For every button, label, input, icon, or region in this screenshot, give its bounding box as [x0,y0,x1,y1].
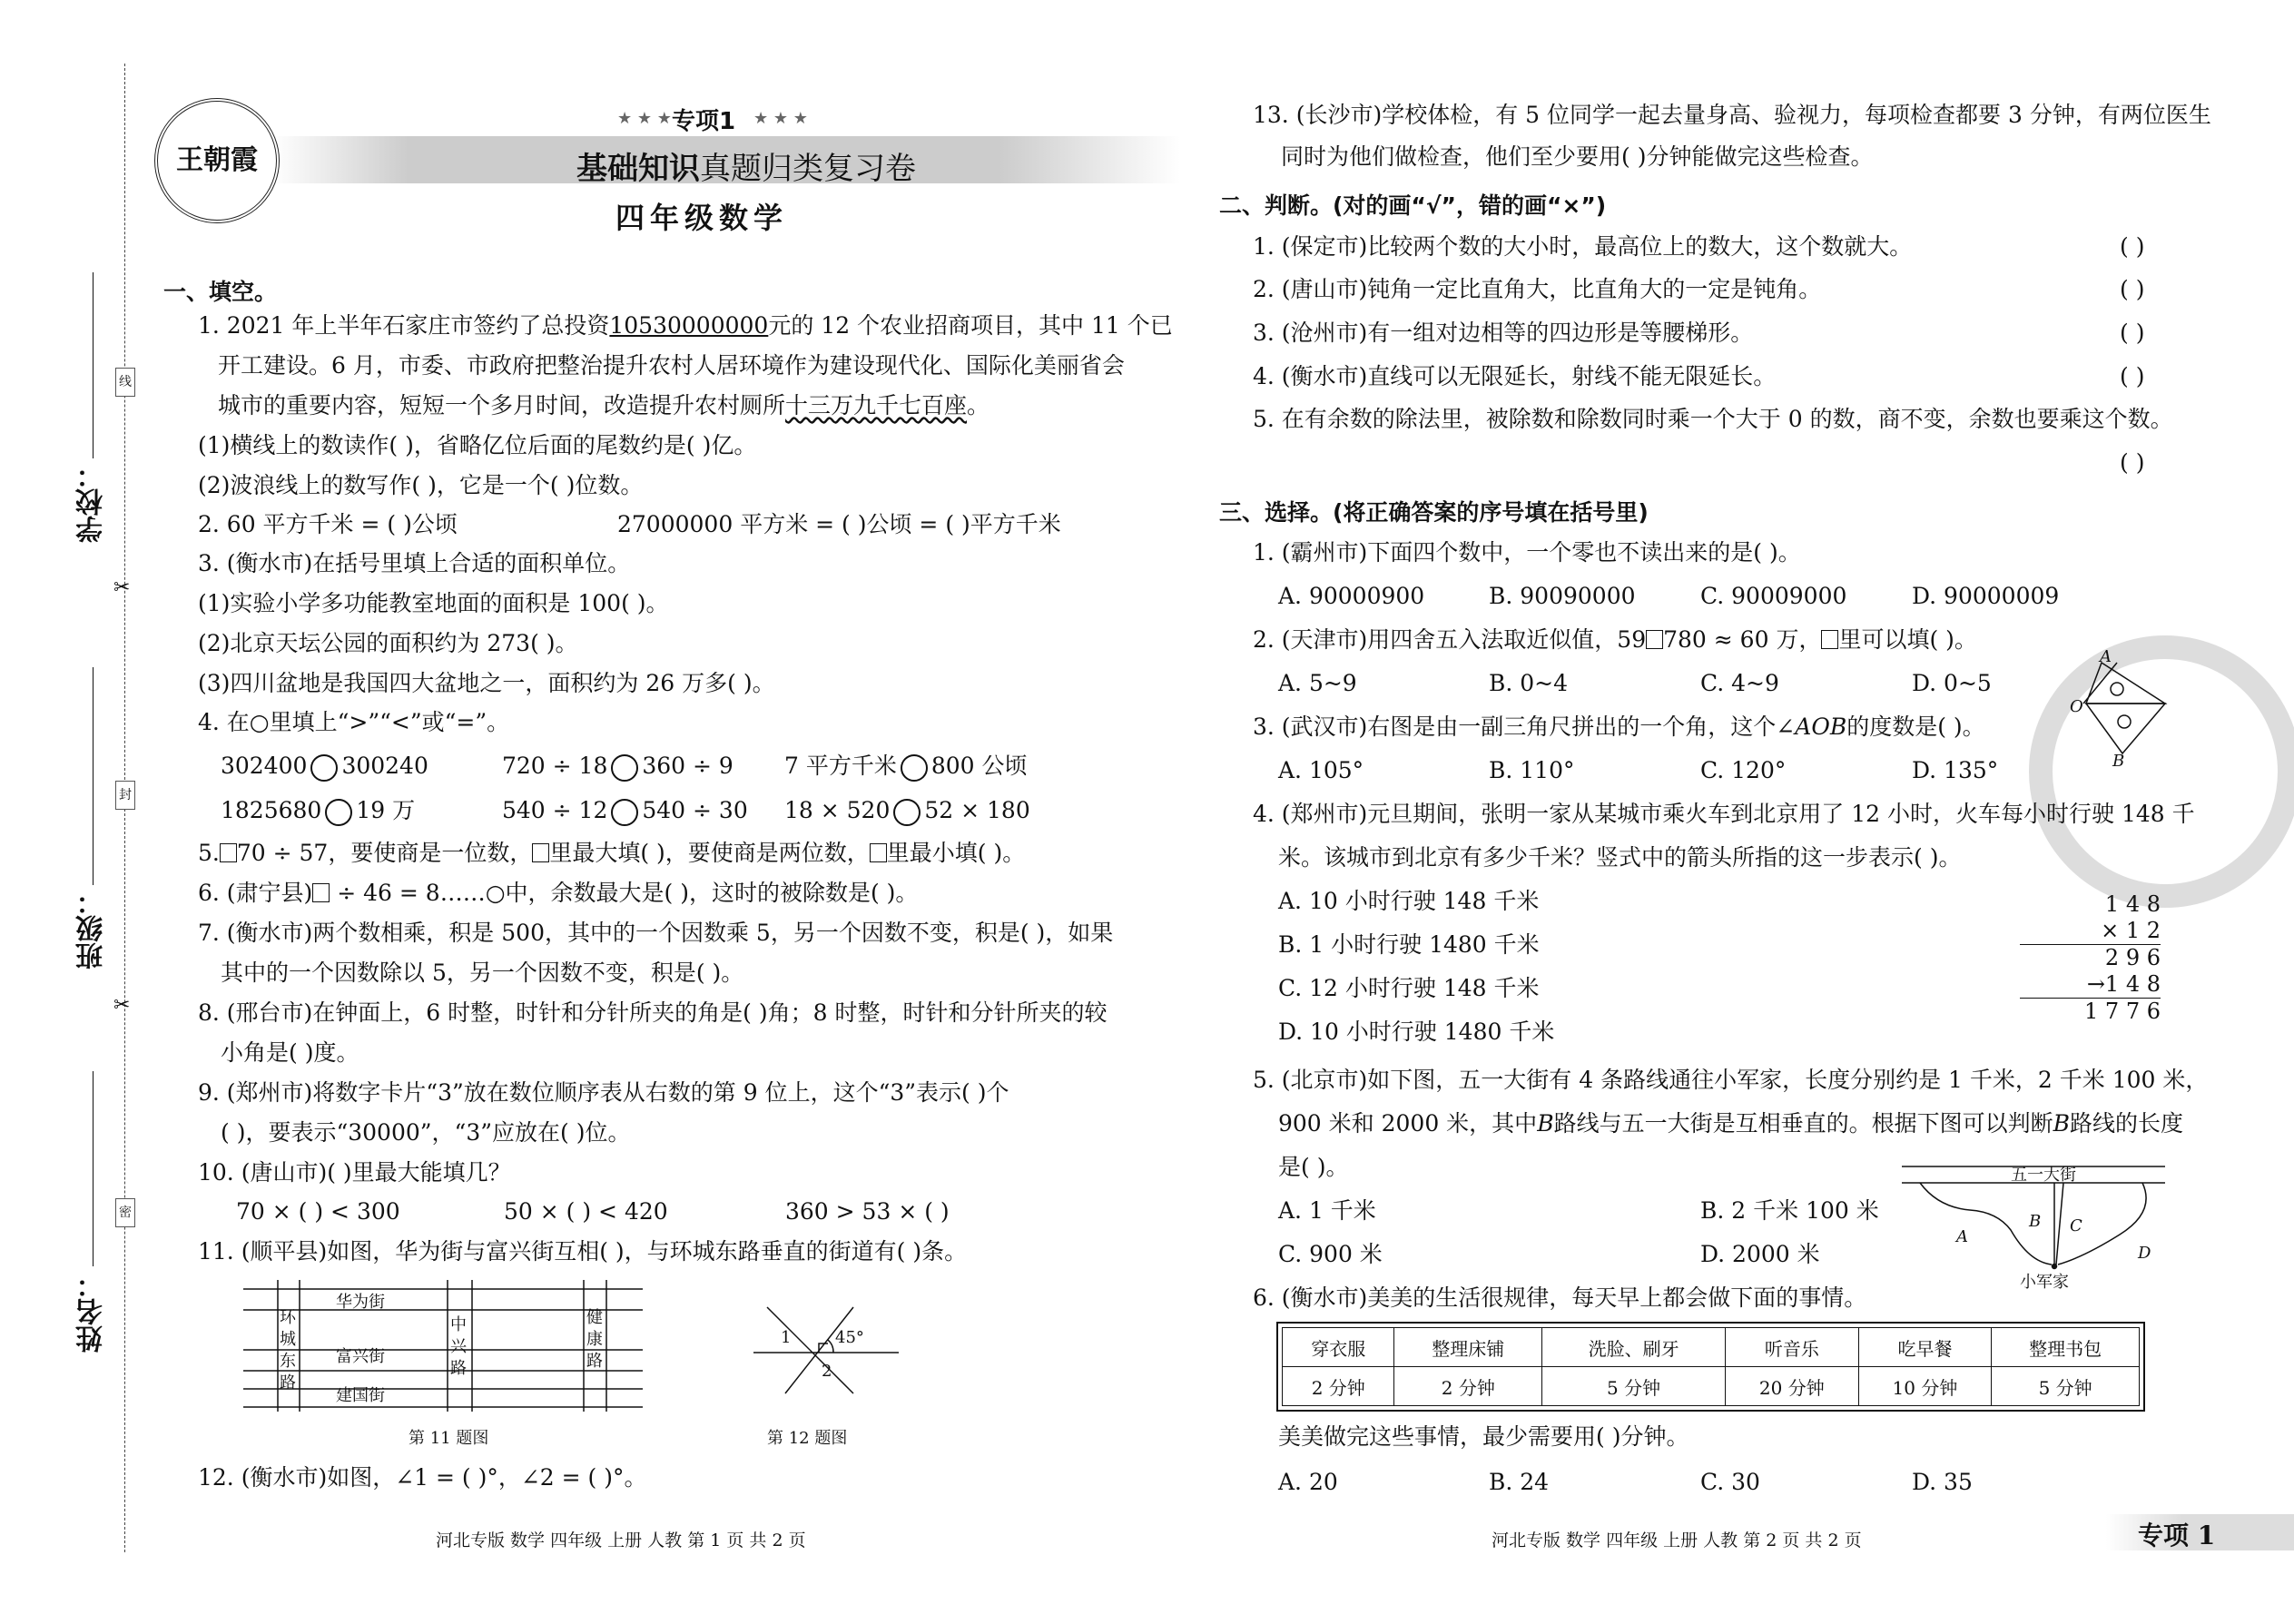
choice-2-opt-b[interactable]: B. 0~4 [1489,670,1569,696]
vertical-calculation: 1 4 8 × 1 2 2 9 6 →1 4 8 1 7 7 6 [2020,891,2161,1025]
q2-part2: 27000000 平方米 = ( )公顷 = ( )平方千米 [617,511,1061,537]
choice-5-line1: 5. (北京市)如下图，五一大街有 4 条路线通往小军家，长度分别约是 1 千米，2 千米 100 米， [1253,1067,2209,1093]
q4-item: 7 平方千米 800 公顷 [784,753,1028,782]
q1-sub1: (1)横线上的数读作( )，省略亿位后面的尾数约是( )亿。 [198,432,757,458]
road-zhongxing: 中兴路 [450,1315,467,1378]
compare-circle[interactable] [893,799,921,826]
footer-right: 河北专版 数学 四年级 上册 人教 第 2 页 共 2 页 [1492,1530,1862,1550]
scissor-icon: ✂ [113,576,131,599]
q7-line1: 7. (衡水市)两个数相乘，积是 500，其中的一个因数乘 5，另一个因数不变，积是( )，如果 [198,920,1114,946]
route-b-label: B [2029,1212,2042,1231]
judge-2: 2. (唐山市)钝角一定比直角大，比直角大的一定是钝角。 [1253,276,1822,302]
table-cell: 20 分钟 [1726,1367,1859,1406]
choice-6-line2: 美美做完这些事情，最少需要用( )分钟。 [1278,1423,1689,1450]
name-line [93,1071,94,1266]
angle-1-label: 1 [781,1328,792,1347]
choice-2-opt-c[interactable]: C. 4~9 [1700,670,1779,696]
series-label: 专项1 [672,108,736,135]
q7-line2: 其中的一个因数除以 5，另一个因数不变，积是( )。 [221,960,744,986]
street-label: 五一大街 [2011,1166,2076,1185]
q1-number: 10530000000 [609,312,769,339]
q13-line1: 13. (长沙市)学校体检，有 5 位同学一起去量身高、验视力，每项检查都要 3 分钟，有两位医生 [1253,102,2211,128]
table-cell: 5 分钟 [1542,1367,1726,1406]
choice-3-opt-d[interactable]: D. 135° [1912,757,1999,783]
q12: 12. (衡水市)如图，∠1 = ( )°，∠2 = ( )°。 [198,1464,647,1491]
fig-label-b: B [2112,752,2125,771]
fig12-caption: 第 12 题图 [767,1429,848,1448]
choice-6-opt-a[interactable]: A. 20 [1278,1469,1338,1495]
choice-2: 2. (天津市)用四舍五入法取近似值，59 780 ≈ 60 万， 里可以填( )。 [1253,626,1977,653]
home-label: 小军家 [2020,1273,2069,1292]
page-title [576,143,916,188]
judge-5: 5. 在有余数的除法里，被除数和除数同时乘一个大于 0 的数，商不变，余数也要乘这个数。 [1253,406,2173,432]
table-cell: 洗脸、刷牙 [1542,1328,1726,1367]
star-decor: ★ ★ ★ [617,109,672,128]
table-row [1283,1367,2140,1406]
choice-3-opt-c[interactable]: C. 120° [1700,757,1787,783]
school-label: 学校： [76,461,108,543]
table-cell: 5 分钟 [1992,1367,2140,1406]
title-bold: 基础知识 [576,151,700,187]
q10-item-a: 70 × ( ) < 300 [236,1198,400,1225]
choice-2-opt-d[interactable]: D. 0~5 [1912,670,1992,696]
q13-line2: 同时为他们做检查，他们至少要用( )分钟能做完这些检查。 [1281,143,1874,170]
blank-box [870,843,887,862]
judge-5-answer[interactable]: ( ) [2120,449,2145,476]
compare-circle[interactable] [325,799,352,826]
table-cell: 2 分钟 [1394,1367,1542,1406]
q10-item-b: 50 × ( ) < 420 [504,1198,668,1225]
road-jiankang: 健康路 [586,1308,603,1371]
choice-4-line2: 米。该城市到北京有多少千米？竖式中的箭头所指的这一步表示( )。 [1278,844,1962,871]
table-cell: 整理床铺 [1394,1328,1542,1367]
choice-1: 1. (霸州市)下面四个数中，一个零也不读出来的是( )。 [1253,539,1801,566]
q3-sub3: (3)四川盆地是我国四大盆地之一，面积约为 26 万多( )。 [198,670,775,696]
choice-3: 3. (武汉市)右图是由一副三角尺拼出的一个角，这个∠AOB的度数是( )。 [1253,714,1985,740]
seal-seal-mark: 封 [115,781,135,810]
compare-circle[interactable] [310,754,338,782]
choice-4-opt-b[interactable]: B. 1 小时行驶 1480 千米 [1278,931,1540,958]
choice-4-line1: 4. (郑州市)元旦期间，张明一家从某城市乘火车到北京用了 12 小时，火车每小时行驶 148 千 [1253,801,2195,827]
table-row [1283,1328,2140,1367]
q9-line1: 9. (郑州市)将数字卡片“3”放在数位顺序表从右数的第 9 位上，这个“3”表示( )个 [198,1079,1009,1106]
choice-3-opt-b[interactable]: B. 110° [1489,757,1575,783]
street-jianguo: 建国街 [336,1386,385,1405]
q5: 5. 70 ÷ 57，要使商是一位数， 里最大填( )，要使商是两位数， 里最小填( )。 [198,840,1026,866]
route-d-label: D [2138,1244,2151,1263]
choice-5-opt-c[interactable]: C. 900 米 [1278,1241,1383,1267]
q6: 6. (肃宁县) ÷ 46 = 8……○中，余数最大是( )，这时的被除数是( )。 [198,880,919,906]
q10-stem: 10. (唐山市)( )里最大能填几？ [198,1159,511,1186]
choice-6-opt-c[interactable]: C. 30 [1700,1469,1760,1495]
choice-4-opt-c[interactable]: C. 12 小时行驶 148 千米 [1278,975,1540,1001]
q9-line2: ( )，要表示“30000”，“3”应放在( )位。 [221,1119,631,1146]
blank-box [1821,630,1838,649]
binding-margin [27,0,154,1624]
blank-box [312,883,330,902]
compare-circle[interactable] [901,754,928,782]
route-c-label: C [2070,1216,2082,1235]
scissor-icon: ✂ [113,994,131,1017]
q8-line1: 8. (邢台市)在钟面上，6 时整，时针和分针所夹的角是( )角；8 时整，时针和分针所夹的较 [198,999,1108,1026]
judge-3: 3. (沧州市)有一组对边相等的四边形是等腰梯形。 [1253,320,1754,346]
section-choice-title: 三、选择。(将正确答案的序号填在括号里) [1219,499,1649,526]
choice-5-opt-d[interactable]: D. 2000 米 [1700,1241,1820,1267]
table-cell: 2 分钟 [1283,1367,1394,1406]
blank-box [220,843,237,862]
judge-4: 4. (衡水市)直线可以无限延长，射线不能无限延长。 [1253,363,1777,389]
name-label: 姓名： [76,1271,108,1353]
table-cell: 穿衣服 [1283,1328,1394,1367]
choice-4-opt-d[interactable]: D. 10 小时行驶 1480 千米 [1278,1019,1555,1045]
q4-item: 540 ÷ 12 540 ÷ 30 [502,797,748,826]
compare-circle[interactable] [611,799,638,826]
q3-stem: 3. (衡水市)在括号里填上合适的面积单位。 [198,550,631,576]
choice-5-opt-b[interactable]: B. 2 千米 100 米 [1700,1197,1879,1224]
q10-item-c: 360 > 53 × ( ) [785,1198,950,1225]
choice-1-opt-d[interactable]: D. 90000009 [1912,583,2060,609]
seal-secret-mark: 密 [115,1198,135,1227]
judge-1-answer[interactable]: ( ) [2120,233,2145,260]
school-line [93,272,94,458]
blank-box [532,843,549,862]
title-rest: 真题归类复习卷 [700,151,916,187]
judge-3-answer[interactable]: ( ) [2120,320,2145,346]
choice-1-opt-c[interactable]: C. 90009000 [1700,583,1847,609]
street-huawei: 华为街 [336,1293,385,1312]
fig-label-o: O [2070,697,2083,716]
q4-item: 720 ÷ 18 360 ÷ 9 [502,753,733,782]
star-decor: ★ ★ ★ [753,109,808,128]
blank-box [1646,630,1663,649]
schedule-table [1282,1327,2140,1406]
table-cell: 10 分钟 [1858,1367,1992,1406]
class-label: 班级： [76,888,108,969]
choice-2-opt-a[interactable]: A. 5~9 [1278,670,1357,696]
q4-stem: 4. 在○里填上“>”“<”或“=”。 [198,709,510,735]
q1-line3: 城市的重要内容，短短一个多月时间，改造提升农村厕所十三万九千七百座。 [218,392,990,418]
q4-item: 18 × 520 52 × 180 [784,797,1030,826]
table-cell: 听音乐 [1726,1328,1859,1367]
q1-wavy-number: 十三万九千七百座 [785,392,968,418]
angle-45-label: 45° [835,1328,864,1347]
q2-part1: 2. 60 平方千米 = ( )公顷 [198,511,458,537]
angle-2-label: 2 [822,1362,832,1381]
table-cell: 吃早餐 [1858,1328,1992,1367]
class-line [93,667,94,885]
compare-circle[interactable] [611,754,638,782]
section-fill-title: 一、填空。 [163,279,278,305]
q4-item: 1825680 19 万 [221,797,415,826]
q8-line2: 小角是( )度。 [221,1039,359,1066]
footer-tag: 专项 1 [2138,1521,2216,1550]
choice-5-line3: 是( )。 [1278,1154,1349,1180]
choice-1-opt-a[interactable]: A. 90000900 [1278,583,1425,609]
footer-left: 河北专版 数学 四年级 上册 人教 第 1 页 共 2 页 [436,1530,806,1550]
road-huancheng: 环城东路 [280,1308,296,1393]
q11-stem: 11. (顺平县)如图，华为街与富兴街互相( )，与环城东路垂直的街道有( )条。 [198,1238,968,1265]
route-a-label: A [1956,1227,1968,1246]
fig-label-a: A [2100,647,2112,666]
page-subtitle: 四年级数学 [615,201,789,235]
angle-figure [744,1298,908,1398]
q3-sub2: (2)北京天坛公园的面积约为 273( )。 [198,630,578,656]
table-cell: 整理书包 [1992,1328,2140,1367]
choice-6: 6. (衡水市)美美的生活很规律，每天早上都会做下面的事情。 [1253,1284,1867,1311]
judge-1: 1. (保定市)比较两个数的大小时，最高位上的数大，这个数就大。 [1253,233,1913,260]
fig11-caption: 第 11 题图 [409,1429,489,1448]
q1-line1: 1. 2021 年上半年石家庄市签约了总投资10530000000元的 12 个农业招商项目，其中 11 个已 [198,312,1173,339]
judge-4-answer[interactable]: ( ) [2120,363,2145,389]
street-fuxing: 富兴街 [336,1347,385,1366]
seal-line-mark: 线 [115,368,135,397]
q4-item: 302400 300240 [221,753,428,782]
choice-6-opt-d[interactable]: D. 35 [1912,1469,1973,1495]
choice-5-opt-a[interactable]: A. 1 千米 [1278,1197,1376,1224]
q1-sub2: (2)波浪线上的数写作( )，它是一个( )位数。 [198,472,644,498]
q1-line2: 开工建设。6 月，市委、市政府把整治提升农村人居环境作为建设现代化、国际化美丽省会 [218,352,1125,379]
choice-5-line2: 900 米和 2000 米，其中B路线与五一大街是互相垂直的。根据下图可以判断B路线的长度 [1278,1110,2183,1137]
section-judge-title: 二、判断。(对的画“√”，错的画“×”) [1219,192,1607,219]
choice-1-opt-b[interactable]: B. 90090000 [1489,583,1636,609]
choice-6-opt-b[interactable]: B. 24 [1489,1469,1550,1495]
brand-logo: 王朝霞 [154,98,280,223]
choice-4-opt-a[interactable]: A. 10 小时行驶 148 千米 [1278,888,1540,914]
q3-sub1: (1)实验小学多功能教室地面的面积是 100( )。 [198,590,669,616]
judge-2-answer[interactable]: ( ) [2120,276,2145,302]
choice-3-opt-a[interactable]: A. 105° [1278,757,1364,783]
